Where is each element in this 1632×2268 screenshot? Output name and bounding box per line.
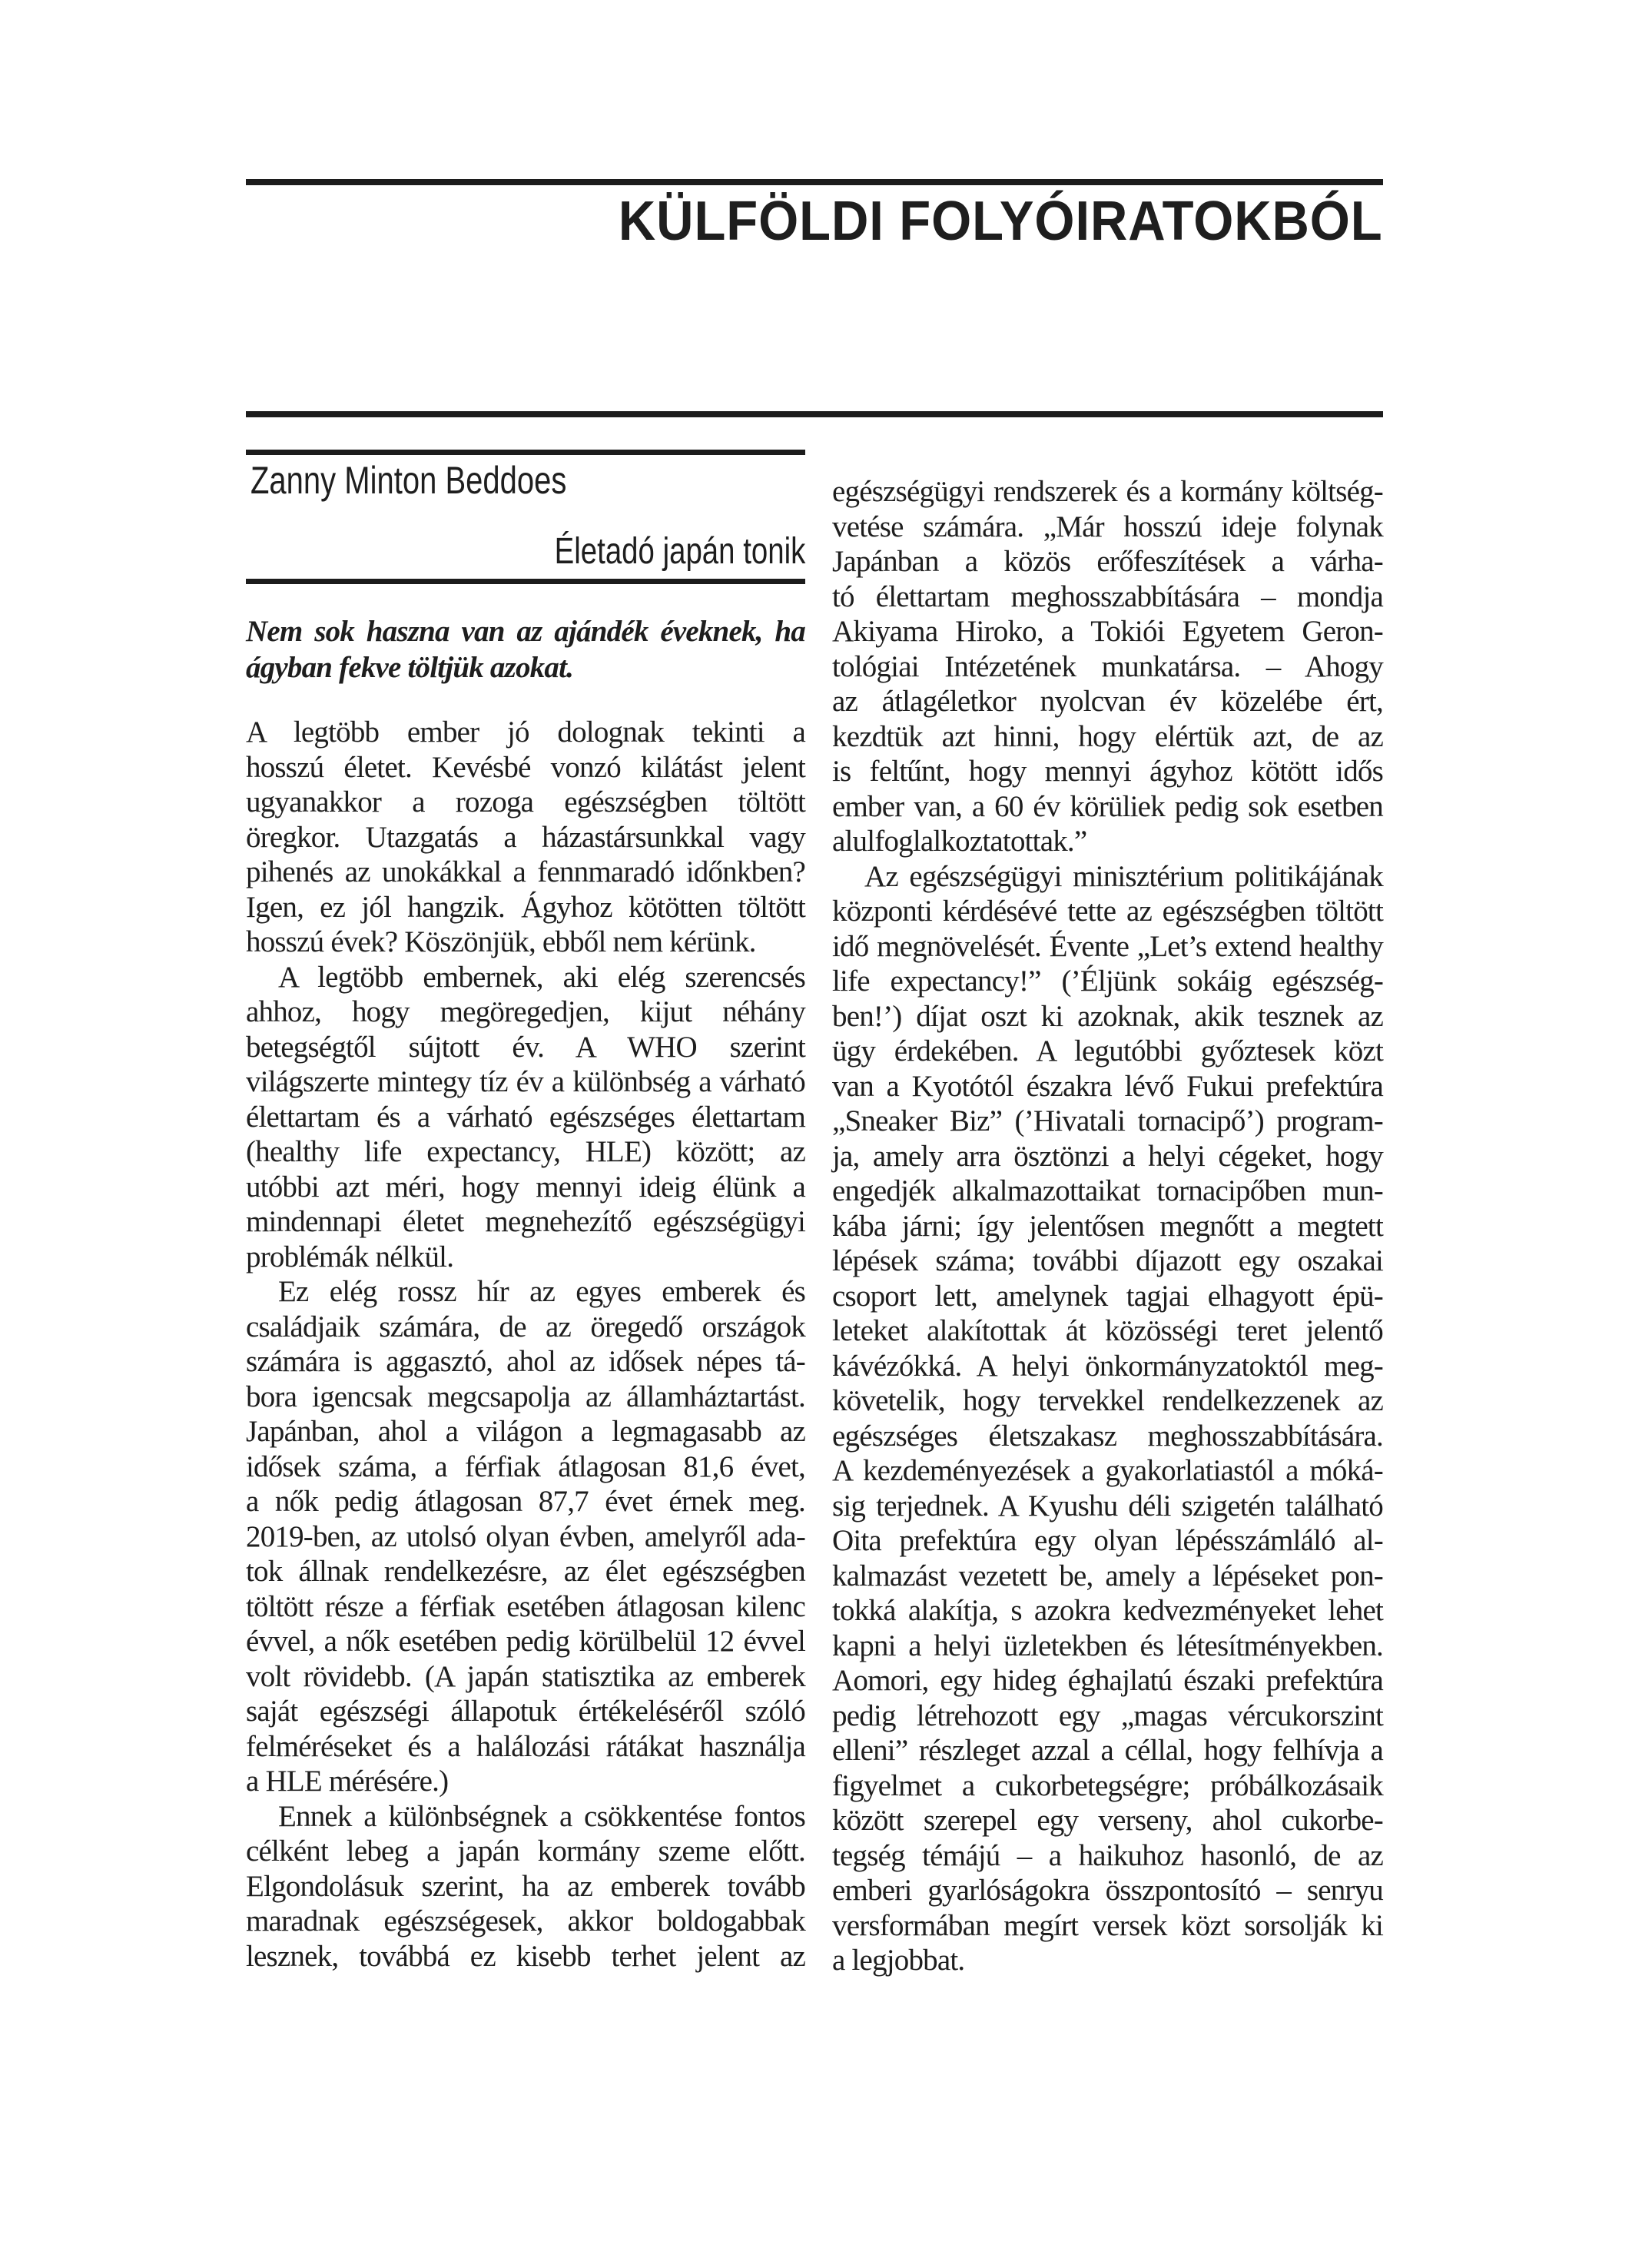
body-line: kalmazást vezetett be, amely a lépéseket pon- — [832, 1559, 1383, 1592]
body-line: kába járni; így jelentősen megnőtt a megtett — [832, 1209, 1383, 1243]
body-line: emberi gyarlóságokra összpontosító – senryu — [832, 1874, 1383, 1907]
body-line: alulfoglalkoztatottak.” — [832, 825, 1087, 858]
body-line: hosszú életet. Kevésbé vonzó kilátást jelent — [246, 750, 805, 784]
body-line: központi kérdésévé tette az egészségben töltött — [832, 895, 1383, 928]
body-line: vetése számára. „Már hosszú ideje folynak — [832, 510, 1383, 543]
body-line: problémák nélkül. — [246, 1240, 454, 1273]
body-line: Az egészségügyi minisztérium politikájának — [864, 859, 1383, 893]
body-line: tokká alakítja, s azokra kedvezményeket lehet — [832, 1594, 1383, 1627]
body-line: idősek száma, a férfiak átlagosan 81,6 évet, — [246, 1449, 805, 1483]
body-line: Oita prefektúra egy olyan lépésszámláló al- — [832, 1524, 1383, 1557]
author-name — [250, 461, 810, 500]
body-line: világszerte mintegy tíz év a különbség a várható — [246, 1065, 805, 1098]
masthead-top-rule — [246, 179, 1383, 185]
body-line: tológiai Intézetének munkatársa. – Ahogy — [832, 649, 1383, 683]
body-line: öregkor. Utazgatás a házastársunkkal vagy — [246, 820, 805, 854]
body-line: Japánban a közös erőfeszítések a várha- — [832, 545, 1383, 578]
body-line: leteket alakítottak át közösségi teret jelentő — [832, 1314, 1383, 1347]
body-line: van a Kyotótól északra lévő Fukui prefektúra — [832, 1069, 1383, 1103]
body-line: lesznek, továbbá ez kisebb terhet jelent az — [246, 1939, 805, 1973]
body-line: Ennek a különbségnek a csökkentése fontos — [278, 1799, 805, 1833]
body-line: évvel, a nők esetében pedig körülbelül 12 évvel — [246, 1625, 805, 1658]
body-line: az átlagéletkor nyolcvan év közelébe ért, — [832, 685, 1383, 718]
body-line: is feltűnt, hogy mennyi ágyhoz kötött idős — [832, 755, 1383, 788]
body-line: (healthy life expectancy, HLE) között; az — [246, 1135, 805, 1168]
body-line: egészséges életszakasz meghosszabbítására. — [832, 1419, 1383, 1453]
body-line: tó élettartam meghosszabbítására – mondja — [832, 579, 1383, 613]
body-line: „Sneaker Biz” (’Hivatali tornacipő’) program- — [832, 1104, 1383, 1137]
body-line: között szerepel egy verseny, ahol cukorbe- — [832, 1804, 1383, 1837]
body-line: Aomori, egy hideg éghajlatú északi prefektúra — [832, 1664, 1383, 1697]
article-lede — [246, 613, 805, 686]
body-line: ügy érdekében. A legutóbbi győztesek közt — [832, 1034, 1383, 1068]
body-line: kávézókká. A helyi önkormányzatoktól meg- — [832, 1349, 1383, 1383]
body-line: ember van, a 60 év körüliek pedig sok esetben — [832, 789, 1383, 823]
masthead-bottom-rule — [246, 411, 1383, 417]
body-line: engedjék alkalmazottaikat tornacipőben mun- — [832, 1174, 1383, 1207]
body-line: tok állnak rendelkezésre, az élet egészségben — [246, 1555, 805, 1588]
body-line: elleni” részleget azzal a céllal, hogy felhívja a — [832, 1734, 1383, 1767]
body-line: pedig létrehozott egy „magas vércukorszint — [832, 1699, 1383, 1732]
byline-bottom-rule — [246, 579, 805, 584]
body-line: ugyanakkor a rozoga egészségben töltött — [246, 785, 805, 819]
body-line: figyelmet a cukorbetegségre; próbálkozásaik — [832, 1768, 1383, 1802]
lede-line: Nem sok haszna van az ajándék éveknek, ha — [246, 615, 805, 648]
body-line: pihenés az unokákkal a fennmaradó időnkben? — [246, 855, 805, 888]
body-line: maradnak egészségesek, akkor boldogabbak — [246, 1904, 805, 1938]
body-line: Ez elég rossz hír az egyes emberek és — [278, 1275, 805, 1308]
body-line: lépések száma; további díjazott egy oszakai — [832, 1244, 1383, 1277]
body-line: Elgondolásuk szerint, ha az emberek tovább — [246, 1869, 805, 1903]
body-line: számára is aggasztó, ahol az idősek népes tá- — [246, 1345, 805, 1378]
body-line: követelik, hogy tervekkel rendelkezzenek az — [832, 1384, 1383, 1417]
body-line: ben!’) díjat oszt ki azoknak, akik tesznek az — [832, 999, 1383, 1033]
body-line: a HLE mérésére.) — [246, 1765, 449, 1798]
body-column-left — [246, 715, 805, 1974]
body-line: bora igencsak megcsapolja az államháztartást. — [246, 1380, 805, 1413]
body-line: a nők pedig átlagosan 87,7 évet érnek meg. — [246, 1485, 805, 1518]
body-line: Igen, ez jól hangzik. Ágyhoz kötötten töltött — [246, 890, 805, 924]
body-line: élettartam és a várható egészséges élettartam — [246, 1100, 805, 1134]
body-line: A kezdeményezések a gyakorlatiastól a móká- — [832, 1454, 1383, 1487]
masthead-title — [246, 191, 1383, 252]
byline-top-rule — [246, 450, 805, 455]
body-line: ja, amely arra ösztönzi a helyi cégeket, hogy — [832, 1139, 1383, 1173]
body-line: 2019-ben, az utolsó olyan évben, amelyről ada- — [246, 1519, 805, 1553]
body-line: csoport lett, amelynek tagjai elhagyott épü- — [832, 1279, 1383, 1313]
body-line: kapni a helyi üzletekben és létesítményekben. — [832, 1629, 1383, 1662]
body-line: ahhoz, hogy megöregedjen, kijut néhány — [246, 995, 805, 1028]
article-title-text: Életadó japán tonik — [554, 531, 805, 572]
body-line: versformában megírt versek közt sorsolják ki — [832, 1908, 1383, 1942]
body-line: felméréseket és a halálozási rátákat használja — [246, 1729, 805, 1763]
body-line: idő megnövelését. Évente „Let’s extend healthy — [832, 929, 1383, 963]
body-line: mindennapi életet megnehezítő egészségügyi — [246, 1205, 805, 1238]
body-line: kezdtük azt hinni, hogy elértük azt, de az — [832, 719, 1383, 753]
body-column-right — [832, 474, 1383, 1978]
body-line: a legjobbat. — [832, 1944, 965, 1977]
article-title — [246, 533, 805, 570]
lede-line: ágyban fekve töltjük azokat. — [246, 651, 574, 684]
body-line: Akiyama Hiroko, a Tokiói Egyetem Geron- — [832, 615, 1383, 648]
body-line: betegségtől sújtott év. A WHO szerint — [246, 1030, 805, 1064]
body-line: life expectancy!” (’Éljünk sokáig egészség- — [832, 965, 1383, 998]
body-line: tegség témájú – a haikuhoz hasonló, de az — [832, 1838, 1383, 1872]
body-line: saját egészségi állapotuk értékeléséről szóló — [246, 1695, 805, 1728]
body-line: sig terjednek. A Kyushu déli szigetén található — [832, 1489, 1383, 1523]
masthead-title-text: KÜLFÖLDI FOLYÓIRATOKBÓL — [619, 191, 1383, 252]
body-line: Japánban, ahol a világon a legmagasabb az — [246, 1415, 805, 1448]
body-line: utóbbi azt méri, hogy mennyi ideig élünk a — [246, 1170, 805, 1204]
body-line: célként lebeg a japán kormány szeme előtt. — [246, 1835, 805, 1868]
author-name-text: Zanny Minton Beddoes — [250, 459, 567, 502]
body-line: volt rövidebb. (A japán statisztika az emberek — [246, 1659, 805, 1693]
body-line: hosszú évek? Köszönjük, ebből nem kérünk. — [246, 925, 756, 958]
body-line: egészségügyi rendszerek és a kormány költség- — [832, 475, 1383, 508]
body-line: töltött része a férfiak esetében átlagosan kilenc — [246, 1589, 805, 1623]
body-line: családjaik számára, de az öregedő országok — [246, 1310, 805, 1343]
body-line: A legtöbb ember jó dolognak tekinti a — [246, 716, 805, 749]
body-line: A legtöbb embernek, aki elég szerencsés — [278, 960, 805, 994]
